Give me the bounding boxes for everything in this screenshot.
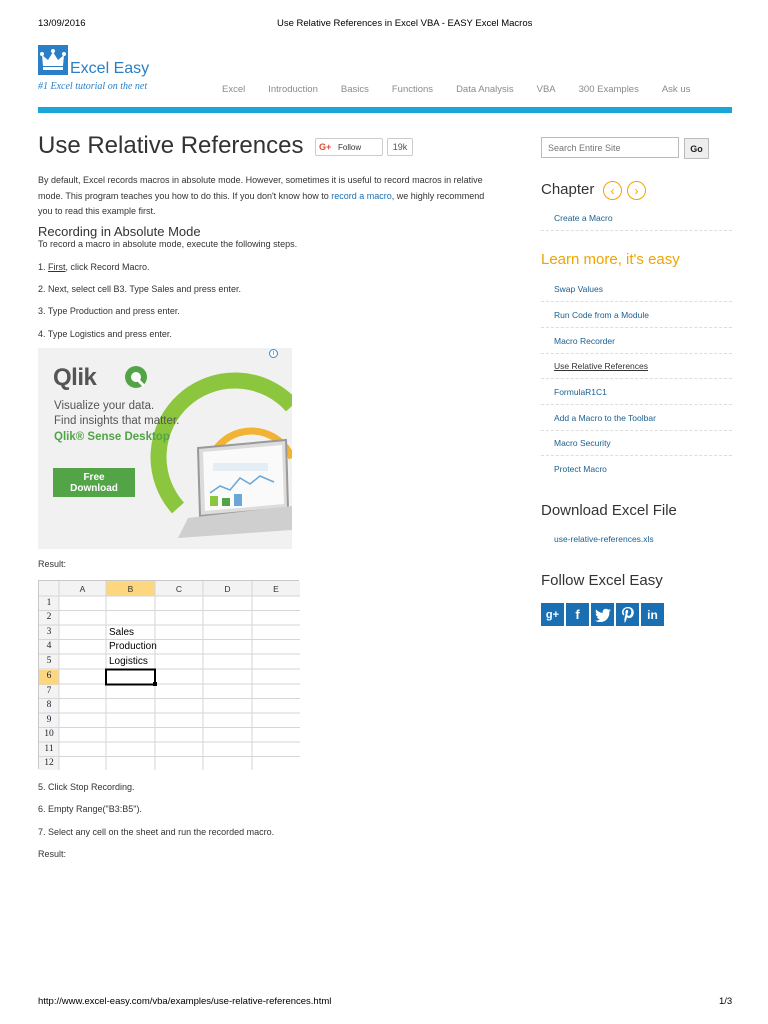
learn-more-heading: Learn more, it's easy [541,251,680,268]
step-2: 2. Next, select cell B3. Type Sales and press enter. [38,284,241,294]
column-header-d: D [224,584,231,594]
intro-text-1: By default, Excel records macros in absolute mode. However, sometimes it is useful to record macros in relative mode. This program teaches you how to do this. If you don't know how to [38,175,483,201]
current-page-label: Use Relative References [554,360,649,371]
page-title: Use Relative References [38,132,304,159]
main-nav [222,84,690,95]
record-macro-link[interactable]: record a macro [331,190,392,201]
sidebar-link-create-macro[interactable]: Create a Macro [541,205,732,231]
result-label-2: Result: [38,849,67,859]
info-icon[interactable]: i [269,349,278,358]
nav-item-300-examples[interactable]: 300 Examples [578,84,639,95]
crown-logo-icon[interactable] [38,45,68,75]
row-header: 10 [44,729,54,739]
step-6: 6. Empty Range("B3:B5"). [38,804,142,814]
row-header: 2 [46,612,52,622]
button-line-1: Free [83,472,105,483]
row-header: 8 [46,700,52,710]
ad-line-2: Find insights that matter. [54,415,180,427]
nav-item-data-analysis[interactable]: Data Analysis [456,84,514,95]
site-tagline: #1 Excel tutorial on the net [38,81,148,92]
section-heading: Recording in Absolute Mode [38,224,201,239]
sidebar-link-formular1c1[interactable]: FormulaR1C1 [541,379,732,405]
sidebar-link-swap-values[interactable]: Swap Values [541,276,732,302]
row-header: 1 [46,598,52,608]
cell-b3: Sales [109,627,135,638]
row-header: 7 [46,686,52,696]
chapter-heading: Chapter [541,181,595,198]
go-button[interactable]: Go [684,138,709,159]
row-header: 9 [46,715,52,725]
follower-count: 19k [387,138,413,156]
step-5: 5. Click Stop Recording. [38,782,135,792]
nav-item-ask-us[interactable]: Ask us [661,84,691,95]
qlik-advertisement[interactable] [38,348,292,549]
site-title[interactable]: Excel Easy [70,60,150,77]
row-header: 12 [44,758,54,768]
print-date: 13/09/2016 [38,18,86,29]
step-1-number: 1. [38,262,49,272]
pinterest-icon[interactable] [616,603,639,626]
spreadsheet-result [38,580,299,769]
google-plus-follow-button[interactable] [315,138,383,156]
step-1-text: , click Record Macro. [65,262,150,272]
sidebar-link-macro-recorder[interactable]: Macro Recorder [541,328,732,354]
free-download-button[interactable] [53,468,135,497]
row-header: 11 [44,744,54,754]
column-header-a: A [79,584,86,594]
column-header-b: B [127,584,134,594]
step-4: 4. Type Logistics and press enter. [38,329,172,339]
row-header: 5 [46,656,52,666]
row-header: 4 [46,641,52,651]
section-intro: To record a macro in absolute mode, execute the following steps. [38,239,298,249]
nav-item-functions[interactable]: Functions [391,84,434,95]
sidebar-link-add-macro-toolbar[interactable]: Add a Macro to the Toolbar [541,405,732,431]
google-plus-icon[interactable]: g+ [541,603,564,626]
sidebar-link-run-code[interactable]: Run Code from a Module [541,302,732,328]
intro-text-2: , we highly recommend you to read this example first. [38,190,485,216]
nav-item-introduction[interactable]: Introduction [268,84,318,95]
facebook-icon[interactable]: f [566,603,589,626]
print-url: http://www.excel-easy.com/vba/examples/use-relative-references.html [38,996,332,1007]
ad-line-1: Visualize your data. [54,400,155,412]
nav-item-excel[interactable]: Excel [222,84,246,95]
nav-item-basics[interactable]: Basics [340,84,369,95]
button-line-2: Download [70,483,118,494]
print-page-number: 1/3 [719,996,733,1007]
step-7: 7. Select any cell on the sheet and run the recorded macro. [38,827,275,837]
download-heading: Download Excel File [541,502,677,519]
step-3: 3. Type Production and press enter. [38,306,180,316]
column-header-e: E [273,584,279,594]
qlik-brand-text: Qlik [53,364,97,391]
sidebar-link-protect-macro[interactable]: Protect Macro [554,464,607,474]
follow-label: Follow [338,142,362,152]
result-label-1: Result: [38,559,67,569]
sidebar-link-macro-security[interactable]: Macro Security [541,430,732,456]
cell-b5: Logistics [109,656,148,667]
chevron-left-icon[interactable]: ‹ [603,181,622,200]
column-header-c: C [175,584,183,594]
sidebar-link-use-relative-references[interactable] [541,353,732,379]
follow-heading: Follow Excel Easy [541,572,663,589]
chevron-right-icon[interactable]: › [627,181,646,200]
linkedin-icon[interactable]: in [641,603,664,626]
social-icons [541,603,664,626]
cell-b4: Production [109,641,157,652]
twitter-icon[interactable] [591,603,614,626]
row-header: 3 [46,627,52,637]
download-file-link[interactable]: use-relative-references.xls [554,534,654,544]
google-plus-icon: G+ [319,142,332,152]
nav-item-vba[interactable]: VBA [536,84,556,95]
step-1-first: First [48,262,66,272]
ad-product: Qlik® Sense Desktop [54,431,170,443]
row-header: 6 [46,671,52,681]
print-page-title: Use Relative References in Excel VBA - EASY Excel Macros [277,18,533,29]
header-divider-bar [38,107,732,113]
search-input[interactable] [541,137,679,158]
intro-paragraph [38,173,498,220]
step-1 [38,262,150,272]
